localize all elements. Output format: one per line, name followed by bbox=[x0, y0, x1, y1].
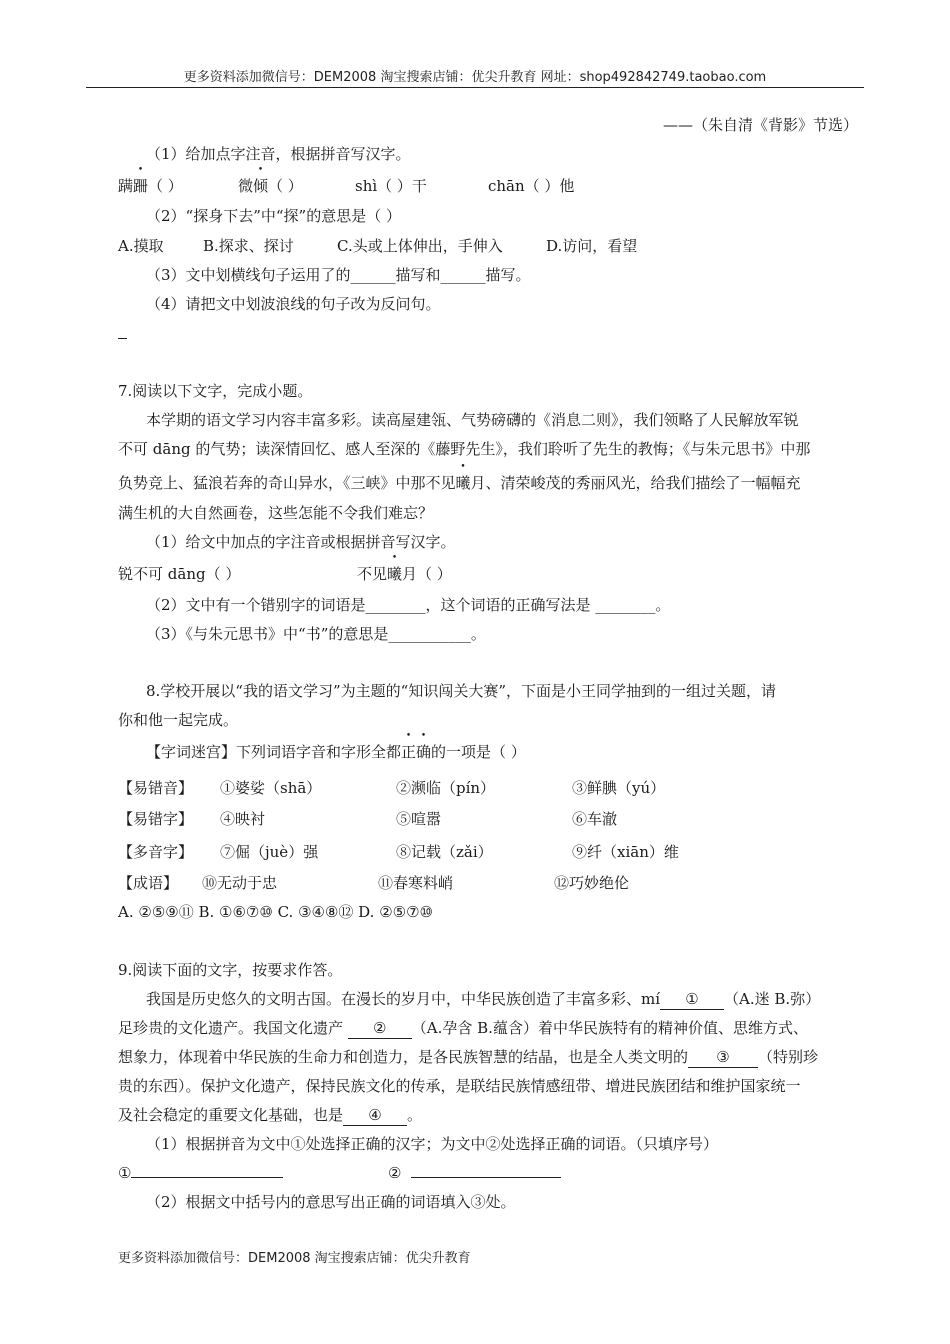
q9-part2-prompt: （2）根据文中括号内的意思写出正确的词语填入③处。 bbox=[146, 1193, 516, 1211]
q7-passage-line-3-pre: 负势竞上、猛浪若奔的奇山异水，《三峡》中那不见 bbox=[118, 474, 456, 492]
answer-dash bbox=[118, 338, 127, 339]
q9-passage-line-4: 贵的东西）。保护文化遗产，保持民族文化的传承，是联结民族情感纽带、增进民族团结和维护国家统一 bbox=[118, 1077, 801, 1095]
q8-row-item: ③鲜腆（yú） bbox=[572, 779, 666, 797]
q9-passage-line-5-pre: 及社会稳定的重要文化基础，也是 bbox=[118, 1106, 344, 1124]
q6-part1-prompt: （1）给加点字注音，根据拼音写汉字。 bbox=[146, 145, 411, 163]
q9-part1-prompt: （1）根据拼音为文中①处选择正确的汉字；为文中②处选择正确的词语。（只填序号） bbox=[146, 1135, 719, 1153]
q6-item-b bbox=[238, 176, 303, 196]
q8-row-item: ④映衬 bbox=[220, 810, 266, 828]
q9-passage-line-5-post: 。 bbox=[407, 1106, 423, 1124]
q8-row-label: 【易错字】 bbox=[118, 810, 194, 828]
q8-row-item: ⑫巧妙绝伦 bbox=[554, 874, 630, 892]
q6-option-c: C.头或上体伸出，手伸入 bbox=[337, 237, 503, 255]
q8-intro bbox=[146, 742, 526, 762]
q7-part1-item-a: 锐不可 dāng（ ） bbox=[118, 565, 241, 583]
q9-answer-1-label: ① bbox=[118, 1164, 132, 1182]
q6-part3-prompt: （3）文中划横线句子运用了的______描写和______描写。 bbox=[146, 266, 531, 284]
q6-option-d: D.访问，看望 bbox=[546, 237, 638, 255]
q9-answer-1 bbox=[118, 1163, 283, 1183]
q8-intro-dotted-2: 确 bbox=[416, 743, 432, 761]
q7-part1-prompt: （1）给文中加点的字注音或根据拼音写汉字。 bbox=[146, 533, 456, 551]
q6-part2-prompt: （2）“探身下去”中“探”的意思是（ ） bbox=[146, 207, 401, 225]
q7-part1-item-b bbox=[357, 564, 452, 584]
q8-row-label: 【多音字】 bbox=[118, 843, 194, 861]
header-divider bbox=[86, 87, 864, 88]
q6-item-a-dotted-char: 跚 bbox=[133, 177, 149, 195]
q6-item-a-char: 蹒 bbox=[118, 177, 134, 195]
q7-passage-line-4: 满生机的大自然画卷，这些怎能不令我们难忘？ bbox=[118, 504, 434, 522]
q8-row-item: ⑤喧嚣 bbox=[396, 810, 442, 828]
q6-option-b: B.探求、探讨 bbox=[203, 237, 294, 255]
q6-item-a bbox=[118, 176, 183, 196]
q8-row-label: 【成语】 bbox=[118, 874, 179, 892]
q9-blank-2: ② bbox=[348, 1018, 412, 1039]
q7-passage-line-1: 本学期的语文学习内容丰富多彩。读高屋建瓴、气势磅礴的《消息二则》，我们领略了人民解放军锐 bbox=[146, 411, 799, 429]
q7-title: 7.阅读以下文字，完成小题。 bbox=[118, 382, 313, 400]
q9-passage-line-3 bbox=[118, 1047, 818, 1068]
q6-item-d: chān（ ）他 bbox=[488, 177, 575, 195]
q8-answer-options: A. ②⑤⑨⑪ B. ①⑥⑦⑩ C. ③④⑧⑫ D. ②⑤⑦⑩ bbox=[118, 903, 434, 921]
q6-item-a-blank: （ ） bbox=[148, 177, 183, 195]
q7-passage-line-2: 不可 dāng 的气势；读深情回忆、感人至深的《藤野先生》，我们聆听了先生的教悔；《与朱元思书》中那 bbox=[118, 440, 811, 458]
q8-row-item: ⑩无动于忠 bbox=[202, 874, 278, 892]
source-citation: ——（朱自清《背影》节选） bbox=[662, 116, 858, 134]
q9-blank-4: ④ bbox=[343, 1105, 407, 1126]
q6-item-b-char: 微 bbox=[238, 177, 254, 195]
q9-passage-line-1 bbox=[146, 989, 820, 1010]
q9-passage-line-5 bbox=[118, 1105, 422, 1126]
q9-passage-line-3-pre: 想象力，体现着中华民族的生命力和创造力，是各民族智慧的结晶，也是全人类文明的 bbox=[118, 1048, 689, 1066]
q7-part1-item-b-pre: 不见 bbox=[357, 565, 388, 583]
q9-passage-line-2 bbox=[118, 1018, 808, 1039]
q8-title-line-1: 8.学校开展以“我的语文学习”为主题的“知识闯关大赛”，下面是小王同学抽到的一组过关题，请 bbox=[146, 682, 776, 700]
q7-passage-line-3-post: 月、清荣峻茂的秀丽风光，给我们描绘了一幅幅充 bbox=[470, 474, 801, 492]
page-header: 更多资料添加微信号：DEM2008 淘宝搜索店铺：优尖升教育 网址：shop492842749.taobao.com bbox=[183, 70, 767, 85]
q8-row-item: ⑧记载（zǎi） bbox=[396, 843, 493, 861]
q7-part3-prompt: （3）《与朱元思书》中“书”的意思是___________。 bbox=[146, 625, 486, 643]
q6-part4-prompt: （4）请把文中划波浪线的句子改为反问句。 bbox=[146, 295, 441, 313]
q9-passage-line-2-post: （A.孕含 B.蕴含）着中华民族特有的精神价值、思维方式、 bbox=[411, 1019, 808, 1037]
q9-passage-line-1-pre: 我国是历史悠久的文明古国。在漫长的岁月中，中华民族创造了丰富多彩、mí bbox=[146, 990, 661, 1008]
q8-intro-pre: 【字词迷宫】下列词语字音和字形全都 bbox=[146, 743, 402, 761]
q8-row-item: ⑥车澈 bbox=[572, 810, 618, 828]
q9-answer-1-line bbox=[131, 1163, 283, 1178]
q9-blank-1: ① bbox=[660, 989, 724, 1010]
q6-item-b-dotted-char: 倾 bbox=[253, 177, 269, 195]
q9-title: 9.阅读下面的文字，按要求作答。 bbox=[118, 961, 343, 979]
q8-row-label: 【易错音】 bbox=[118, 779, 194, 797]
q8-row-item: ⑪春寒料峭 bbox=[378, 874, 454, 892]
q6-option-a: A.摸取 bbox=[118, 237, 164, 255]
q9-answer-2 bbox=[388, 1163, 561, 1183]
q7-passage-line-3 bbox=[118, 473, 801, 493]
q6-item-b-blank: （ ） bbox=[268, 177, 303, 195]
q7-part1-item-b-dotted: 曦 bbox=[387, 565, 403, 583]
q7-part2-prompt: （2）文中有一个错别字的词语是________，这个词语的正确写法是 ________。 bbox=[146, 596, 671, 614]
q6-item-c: shì（ ）干 bbox=[355, 177, 427, 195]
q8-row-item: ⑦倔（juè）强 bbox=[220, 843, 319, 861]
q9-passage-line-1-post: （A.迷 B.弥） bbox=[724, 990, 821, 1008]
q8-title-line-2: 你和他一起完成。 bbox=[118, 711, 239, 729]
q7-dotted-char: 曦 bbox=[455, 474, 471, 492]
q9-answer-2-label: ② bbox=[388, 1164, 402, 1182]
q7-part1-item-b-blank: 月（ ） bbox=[402, 565, 452, 583]
q9-passage-line-2-pre: 足珍贵的文化遗产。我国文化遗产 bbox=[118, 1019, 348, 1037]
q9-blank-3: ③ bbox=[688, 1047, 758, 1068]
q8-intro-post: 的一项是（ ） bbox=[431, 743, 526, 761]
q8-intro-dotted-1: 正 bbox=[401, 743, 417, 761]
q8-row-item: ②濒临（pín） bbox=[396, 779, 496, 797]
q9-passage-line-3-post: （特别珍 bbox=[758, 1048, 819, 1066]
q8-row-item: ①婆娑（shā） bbox=[220, 779, 322, 797]
q8-row-item: ⑨纤（xiān）维 bbox=[572, 843, 679, 861]
page-footer: 更多资料添加微信号：DEM2008 淘宝搜索店铺：优尖升教育 bbox=[118, 1251, 471, 1266]
q9-answer-2-line bbox=[411, 1163, 561, 1178]
